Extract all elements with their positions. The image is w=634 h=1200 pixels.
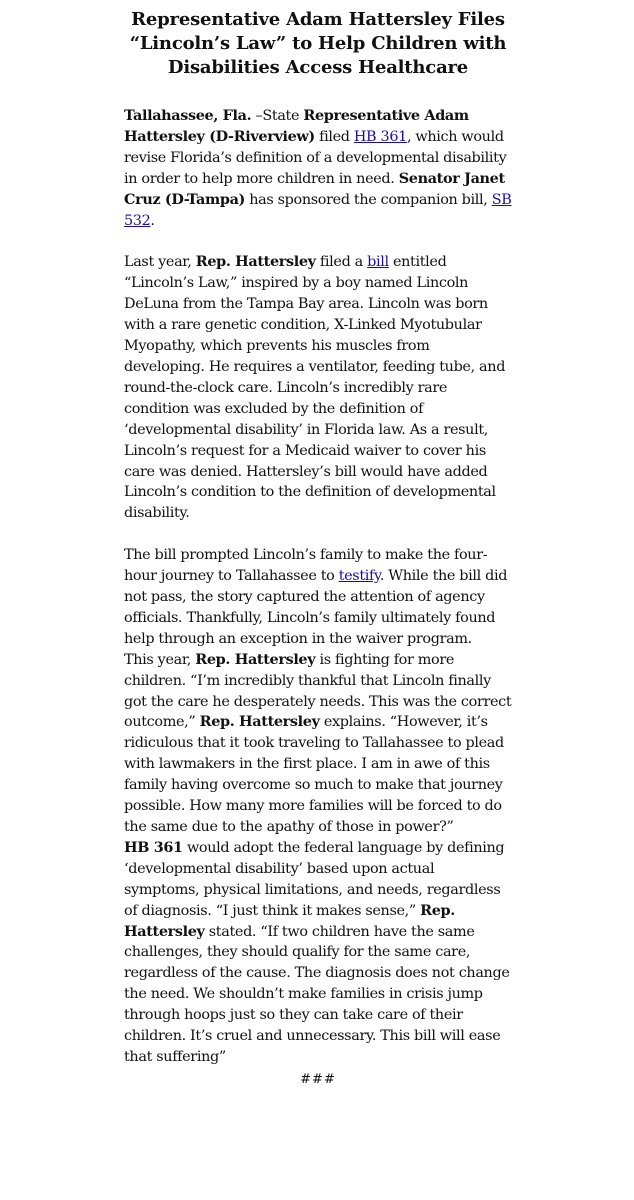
rep-hattersley-bold: Rep. Hattersley [199, 713, 320, 731]
paragraph-intro [124, 106, 512, 231]
this-year-text-3: explains. “However, it’s ridiculous that it took traveling to Tallahassee to plead with lawmakers in the first place. I am in awe of this family having overcome so much to make that journey possible. How many more families will be forced to do the same due to the apathy of those in power?” [124, 714, 504, 835]
intro-text-5: . [150, 212, 155, 229]
sb-532-link[interactable]: SB 532 [124, 191, 512, 229]
bill-link[interactable]: bill [367, 254, 389, 271]
background-text-2: filed a [315, 254, 368, 271]
federal-text-1: would adopt the federal language by defining ‘developmental disability’ based upon actual symptoms, physical limitations, and needs, regardless of diagnosis. “I just think it makes sense,” [124, 839, 505, 919]
testify-link[interactable]: testify [338, 568, 380, 585]
intro-text-2: filed [314, 128, 354, 145]
federal-text-2: stated. “If two children have the same challenges, they should qualify for the same care, regardless of the cause. The diagnosis does not change the need. We shouldn’t make families in crisis jump through hoops just so they can take care of their children. It’s cruel and unnecessary. This bill will ease that suffering” [124, 923, 510, 1065]
headline: Representative Adam Hattersley Files “Lincoln’s Law” to Help Children with Disabilities Access Healthcare [129, 9, 507, 78]
testimony-text-2: . While the bill did not pass, the story captured the attention of agency officials. Thankfully, Lincoln’s family ultimately found help through an exception in the waiver program. [124, 568, 508, 647]
this-year-text-2: is fighting for more children. “I’m incredibly thankful that Lincoln finally got the care he desperately needs. This was the correct outcome,” [124, 651, 512, 731]
background-text-3: entitled “Lincoln’s Law,” inspired by a boy named Lincoln DeLuna from the Tampa Bay area. Lincoln was born with a rare genetic condition, X-Linked Myotubular Myopathy, which prevents his muscles from developing. He requires a ventilator, feeding tube, and round-the-clock care. Lincoln’s incredibly rare condition was excluded by the definition of ‘developmental disability’ in Florida law. As a result, Lincoln’s request for a Medicaid waiver to cover his care was denied. Hattersley’s bill would have added Lincoln’s condition to the definition of developmental disability. [124, 254, 506, 522]
this-year-text-1: This year, [124, 651, 196, 668]
intro-text-1: –State [251, 108, 304, 124]
hb-361-bold: HB 361 [124, 838, 183, 856]
senator-name: Senator Janet Cruz (D-Tampa) [124, 169, 505, 208]
rep-hattersley-bold: Rep. Hattersley [195, 253, 316, 271]
paragraph-this-year [124, 650, 512, 838]
rep-hattersley-bold: Rep. Hattersley [195, 650, 316, 668]
dateline: Tallahassee, Fla. [124, 107, 252, 124]
testimony-text-1: The bill prompted Lincoln’s family to make the four-hour journey to Tallahassee to [124, 547, 488, 585]
hb-361-link[interactable]: HB 361 [353, 128, 407, 145]
paragraph-testimony [124, 545, 512, 650]
paragraph-background [124, 252, 512, 524]
rep-hattersley-bold: Rep. Hattersley [124, 901, 455, 940]
background-text-1: Last year, [124, 254, 196, 271]
representative-name: Representative Adam Hattersley (D-Riverview) [124, 107, 469, 145]
paragraph-federal-language [124, 838, 512, 1068]
intro-text-3: , which would revise Florida’s definition of a developmental disability in order to help more children in need. [124, 128, 507, 187]
intro-text-4: has sponsored the companion bill, [245, 191, 492, 208]
end-mark: ### [300, 1071, 336, 1087]
